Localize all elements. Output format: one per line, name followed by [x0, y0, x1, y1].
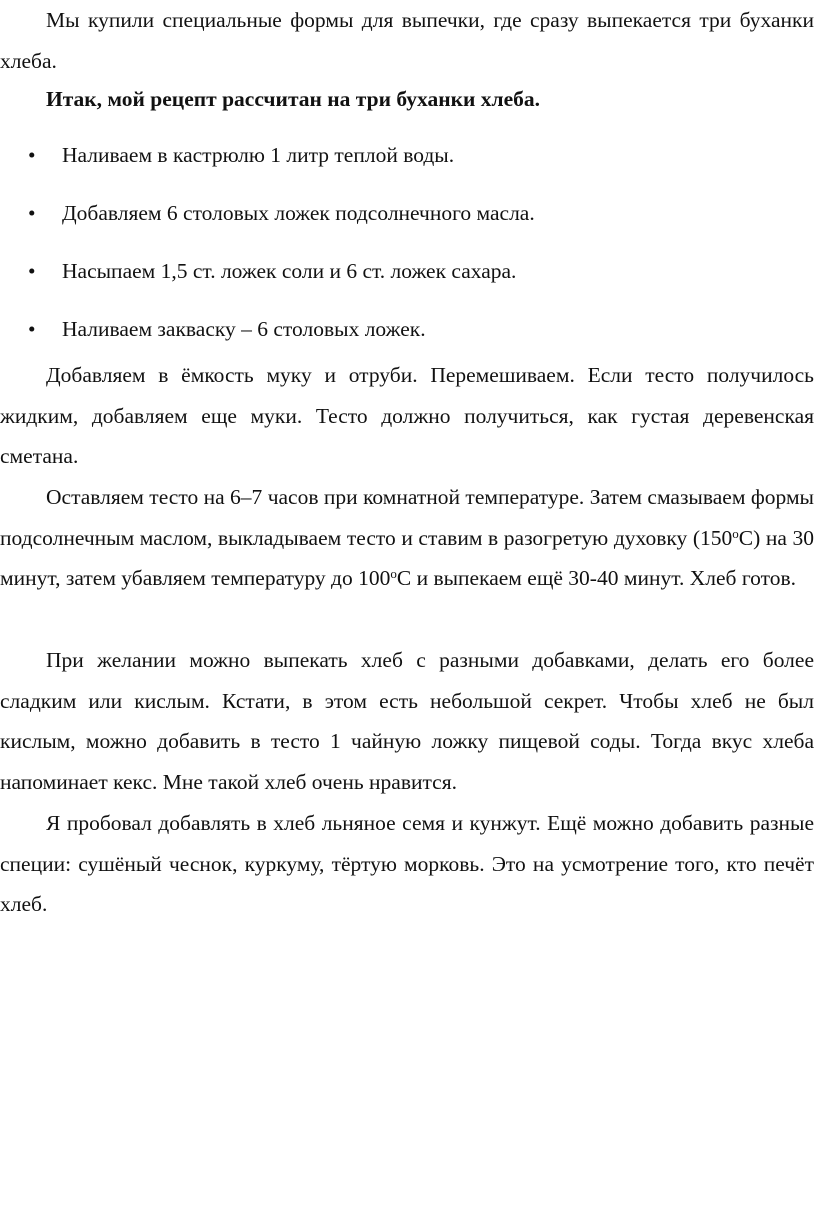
baking-text-part: С и выпекаем ещё 30-40 минут. Хлеб готов. [396, 566, 796, 590]
additions-paragraph: Я пробовал добавлять в хлеб льняное семя и кунжут. Ещё можно добавить разные специи: сушёный чеснок, куркуму, тёртую морковь. Это на усмотрение того, кто печёт хлеб. [0, 811, 814, 916]
list-item-text: Насыпаем 1,5 ст. ложек соли и 6 ст. ложек сахара. [62, 259, 517, 283]
bullet-icon: • [28, 143, 36, 167]
intro-paragraph: Мы купили специальные формы для выпечки, где сразу выпекается три буханки хлеба. [0, 8, 814, 73]
variations-paragraph: При желании можно выпекать хлеб с разными добавками, делать его более сладким или кислым. Кстати, в этом есть небольшой секрет. Чтобы хлеб не был кислым, можно добавить в тесто 1 чайную ложку пищевой соды. Тогда вкус хлеба напоминает кекс. Мне такой хлеб очень нравится. [0, 648, 814, 794]
mixing-paragraph: Добавляем в ёмкость муку и отруби. Перемешиваем. Если тесто получилось жидким, добавляем еще муки. Тесто должно получиться, как густая деревенская сметана. [0, 363, 814, 468]
baking-paragraph [0, 477, 814, 599]
baking-text-part: Оставляем тесто на 6–7 часов при комнатной температуре. Затем смазываем формы подсолнечным маслом, выкладываем тесто и ставим в разогретую духовку (150 [0, 485, 814, 550]
bullet-icon: • [28, 201, 36, 225]
baking-text-part: С) на 30 минут, затем убавляем температуру до 100 [0, 525, 814, 590]
recipe-heading: Итак, мой рецепт рассчитан на три буханки хлеба. [46, 87, 540, 111]
degree-mark: о [390, 566, 397, 581]
list-item-text: Наливаем закваску – 6 столовых ложек. [62, 317, 426, 341]
bullet-icon: • [28, 259, 36, 283]
bullet-icon: • [28, 317, 36, 341]
degree-mark: о [732, 525, 739, 541]
list-item-text: Наливаем в кастрюлю 1 литр теплой воды. [62, 143, 455, 167]
list-item-text: Добавляем 6 столовых ложек подсолнечного масла. [62, 201, 535, 225]
